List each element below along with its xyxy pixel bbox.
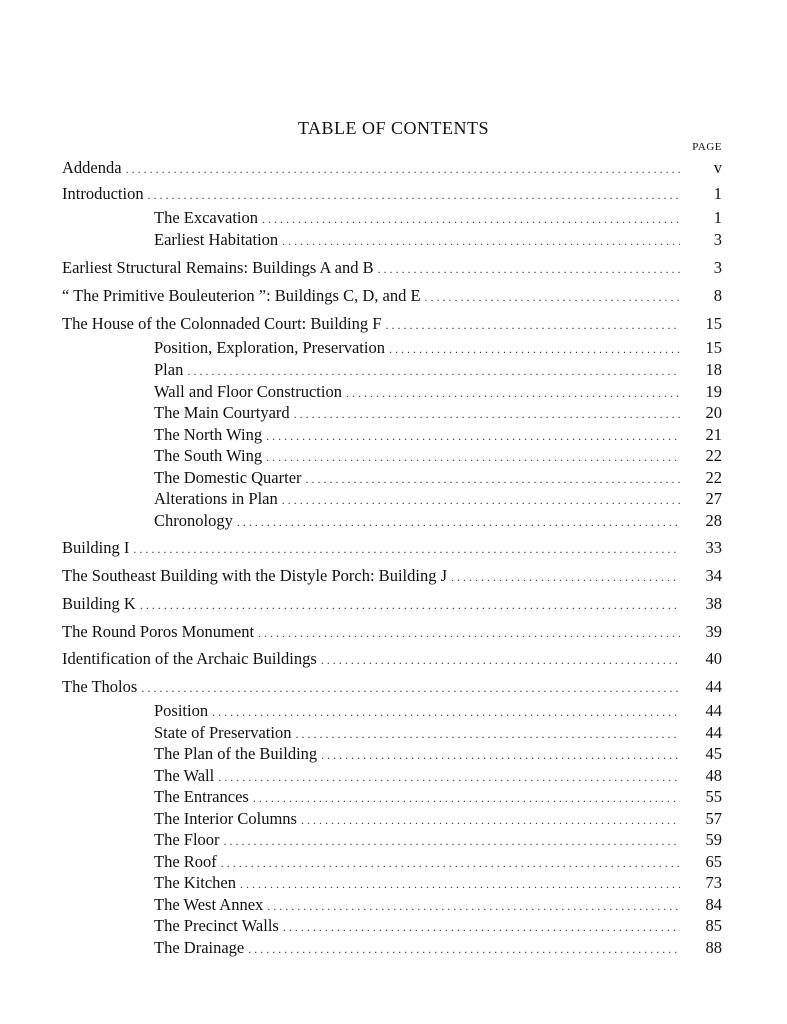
toc-entry-page: 27 [705, 489, 722, 508]
dot-leader [133, 537, 680, 560]
toc-subentry [154, 467, 722, 489]
toc-entry-page: 45 [705, 744, 722, 763]
toc-entry-page: 40 [705, 649, 722, 668]
toc-entry [62, 157, 722, 179]
toc-entry-label: The Domestic Quarter [154, 468, 302, 487]
toc-subentry [154, 381, 722, 403]
toc-entry-page: 65 [705, 852, 722, 871]
toc-subentry [154, 424, 722, 446]
toc-subentry [154, 937, 722, 959]
toc-entry-page: 19 [705, 382, 722, 401]
toc-subentry [154, 915, 722, 937]
toc-subentry [154, 488, 722, 510]
toc-subentry [154, 786, 722, 808]
toc-entry-page: 33 [705, 538, 722, 557]
toc-entry-label: The Interior Columns [154, 809, 297, 828]
dot-leader [253, 786, 680, 809]
toc-entry-page: 59 [705, 830, 722, 849]
dot-leader [267, 894, 680, 917]
toc-entry-page: 34 [705, 566, 722, 585]
dot-leader [301, 808, 680, 831]
toc-entry-label: The Floor [154, 830, 220, 849]
toc-entry [62, 648, 722, 670]
toc-entry-label: The North Wing [154, 425, 263, 444]
dot-leader [282, 488, 680, 511]
dot-leader [266, 424, 680, 447]
toc-entry-label: Plan [154, 360, 184, 379]
toc-entry-label: Position, Exploration, Preservation [154, 338, 385, 357]
dot-leader [294, 402, 680, 425]
toc-entry-page: 84 [705, 895, 722, 914]
toc-entry [62, 313, 722, 335]
dot-leader [221, 851, 680, 874]
toc-entry-label: The Entrances [154, 787, 249, 806]
toc-entry-label: State of Preservation [154, 723, 292, 742]
toc-subentry [154, 445, 722, 467]
dot-leader [258, 621, 680, 644]
toc-entry-page: 73 [705, 873, 722, 892]
toc-entry-page: 44 [705, 677, 722, 696]
dot-leader [283, 915, 680, 938]
toc-entry-label: Earliest Habitation [154, 230, 279, 249]
toc-entry-label: The Wall [154, 766, 215, 785]
toc-entry [62, 183, 722, 205]
toc-subentry [154, 829, 722, 851]
dot-leader [451, 565, 680, 588]
toc-subentry [154, 765, 722, 787]
toc-entry-page: 15 [705, 338, 722, 357]
toc-subentry [154, 359, 722, 381]
toc-entry-page: 57 [705, 809, 722, 828]
toc-subentry [154, 402, 722, 424]
toc-entry-page: 22 [705, 446, 722, 465]
toc-subentry [154, 851, 722, 873]
page-column-header: PAGE [692, 141, 722, 153]
toc-entry-page: 1 [713, 184, 722, 203]
toc-entry [62, 285, 722, 307]
toc-entry-page: 8 [713, 286, 722, 305]
dot-leader [187, 359, 680, 382]
toc-subentry [154, 229, 722, 251]
dot-leader [126, 157, 680, 180]
toc-subentry [154, 700, 722, 722]
toc-entry-page: 28 [705, 511, 722, 530]
page-title: TABLE OF CONTENTS [297, 118, 490, 138]
dot-leader [389, 337, 680, 360]
toc-entry [62, 593, 722, 615]
toc-entry-page: 88 [705, 938, 722, 957]
toc-entry-label: The House of the Colonnaded Court: Building F [62, 314, 382, 333]
toc-entry-label: Introduction [62, 184, 144, 203]
dot-leader [141, 676, 680, 699]
dot-leader [237, 510, 680, 533]
toc-entry-label: The West Annex [154, 895, 264, 914]
toc-subentry [154, 894, 722, 916]
dot-leader [262, 207, 680, 230]
toc-entry-label: Wall and Floor Construction [154, 382, 342, 401]
toc-entry-page: 20 [705, 403, 722, 422]
toc-entry-page: 44 [705, 701, 722, 720]
dot-leader [306, 467, 680, 490]
toc-subentry [154, 510, 722, 532]
toc-entry-label: The Kitchen [154, 873, 237, 892]
toc-entry [62, 676, 722, 698]
dot-leader [378, 257, 680, 280]
toc-entry-page: 18 [705, 360, 722, 379]
toc-entry-page: 15 [705, 314, 722, 333]
toc-subentry [154, 207, 722, 229]
toc-entry-page: 38 [705, 594, 722, 613]
toc-entry-page: 3 [713, 258, 722, 277]
toc-entry-page: 48 [705, 766, 722, 785]
dot-leader [218, 765, 680, 788]
dot-leader [248, 937, 680, 960]
dot-leader [212, 700, 680, 723]
toc-entry-page: 39 [705, 622, 722, 641]
toc-entry-label: Building I [62, 538, 130, 557]
toc-entry-label: Position [154, 701, 209, 720]
dot-leader [385, 313, 680, 336]
toc-entry-page: v [713, 158, 722, 177]
toc-entry-page: 3 [713, 230, 722, 249]
toc-entry-label: The Precinct Walls [154, 916, 279, 935]
toc-entry-label: The Main Courtyard [154, 403, 290, 422]
toc-entry-label: The South Wing [154, 446, 263, 465]
toc-entry [62, 537, 722, 559]
toc-entry-label: Alterations in Plan [154, 489, 278, 508]
toc-entry-label: The Round Poros Monument [62, 622, 255, 641]
toc-entry-label: Addenda [62, 158, 122, 177]
toc-entry [62, 257, 722, 279]
toc-entry [62, 621, 722, 643]
dot-leader [240, 872, 680, 895]
toc-entry-label: The Southeast Building with the Distyle Porch: Building J [62, 566, 447, 585]
toc-entry-page: 44 [705, 723, 722, 742]
toc-entry-label: Chronology [154, 511, 233, 530]
dot-leader [224, 829, 680, 852]
dot-leader [140, 593, 680, 616]
toc-entry-label: Earliest Structural Remains: Buildings A and B [62, 258, 374, 277]
dot-leader [295, 722, 680, 745]
toc-subentry [154, 872, 722, 894]
toc-entry-page: 85 [705, 916, 722, 935]
dot-leader [266, 445, 680, 468]
dot-leader [282, 229, 680, 252]
toc-entry-label: The Drainage [154, 938, 245, 957]
dot-leader [148, 183, 680, 206]
toc-entry-page: 21 [705, 425, 722, 444]
toc-subentry [154, 722, 722, 744]
toc-entry-label: The Plan of the Building [154, 744, 318, 763]
toc-entry-label: Building K [62, 594, 136, 613]
dot-leader [321, 648, 680, 671]
toc-subentry [154, 808, 722, 830]
toc-entry-page: 1 [713, 208, 722, 227]
toc-subentry [154, 337, 722, 359]
dot-leader [425, 285, 680, 308]
toc-entry-label: Identification of the Archaic Buildings [62, 649, 317, 668]
toc-entry-label: The Excavation [154, 208, 258, 227]
toc-subentry [154, 743, 722, 765]
toc-entry-label: The Tholos [62, 677, 138, 696]
toc-entry-page: 55 [705, 787, 722, 806]
dot-leader [321, 743, 680, 766]
dot-leader [346, 381, 680, 404]
toc-entry-label: The Roof [154, 852, 217, 871]
toc-entry-label: “ The Primitive Bouleuterion ”: Buildings C, D, and E [62, 286, 421, 305]
toc-entry-page: 22 [705, 468, 722, 487]
toc-entry [62, 565, 722, 587]
